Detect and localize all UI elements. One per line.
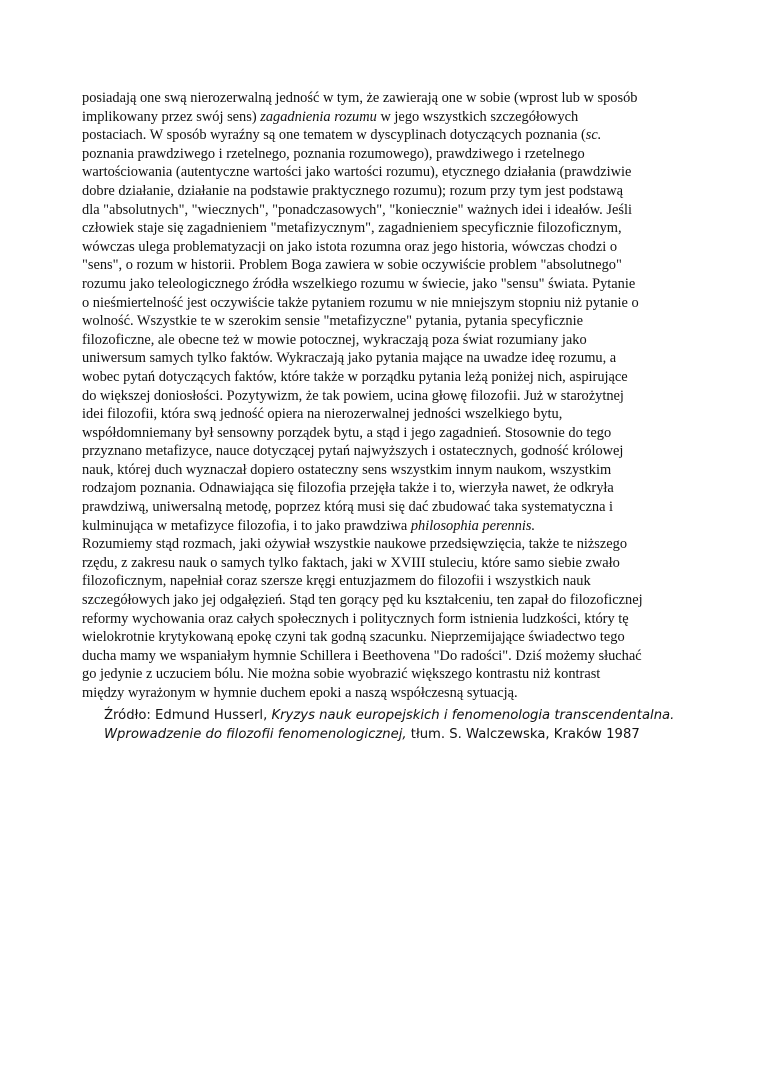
text-segment: uniwersum samych tylko faktów. Wykraczają jako pytania mające na uwadze ideę rozumu, a xyxy=(82,350,617,367)
text-segment: filozoficznym, napełniał coraz szersze kręgi entuzjazmem do filozofii i wszystkich nauk xyxy=(82,573,591,590)
text-segment: kulminująca w metafizyce filozofia, i to jako prawdziwa xyxy=(82,517,411,534)
text-line xyxy=(82,442,680,461)
text-line xyxy=(82,461,680,480)
text-segment: w jego wszystkich szczegółowych xyxy=(376,108,579,125)
text-line xyxy=(82,219,680,238)
text-line xyxy=(82,275,680,294)
text-segment: sc. xyxy=(585,127,602,144)
text-segment: dla "absolutnych", "wiecznych", "ponadczasowych", "koniecznie" ważnych idei i ideałów. Jeśli xyxy=(82,201,632,218)
text-segment: nauk, której duch wyznaczał dopiero ostateczny sens wszystkim innym naukom, wszystkim xyxy=(82,461,612,478)
text-segment: rodzajom poznania. Odnawiająca się filozofia przejęła także i to, wierzyła nawet, że odkryła xyxy=(82,480,614,497)
text-line xyxy=(82,89,680,108)
text-segment: wielokrotnie krytykowaną epokę czyni tak godną szacunku. Nieprzemijające świadectwo tego xyxy=(82,629,625,646)
text-line xyxy=(82,591,680,610)
text-segment: o nieśmiertelność jest oczywiście także pytaniem rozumu w nie mniejszym stopniu niż pytanie o xyxy=(82,294,639,311)
text-line xyxy=(82,145,680,164)
text-line xyxy=(104,725,664,744)
text-segment: Źródło: Edmund Husserl, xyxy=(104,708,272,723)
text-segment: poznania prawdziwego i rzetelnego, poznania rozumowego), prawdziwego i rzetelnego xyxy=(82,145,585,162)
text-line xyxy=(82,256,680,275)
text-segment: Wprowadzenie do filozofii fenomenologicznej, xyxy=(104,727,407,742)
text-segment: wobec pytań dotyczących faktów, które także w porządku pytania leżą poniżej nich, aspirujące xyxy=(82,368,628,385)
text-segment: go jedynie z uczuciem bólu. Nie można sobie wyobrazić większego kontrastu niż kontrast xyxy=(82,666,601,683)
text-segment: Rozumiemy stąd rozmach, jaki ożywiał wszystkie naukowe przedsięwzięcia, także te niższego xyxy=(82,536,628,553)
text-segment: postaciach. W sposób wyraźny są one tematem w dyscyplinach dotyczących poznania ( xyxy=(82,127,586,144)
text-segment: wówczas ulega problematyzacji on jako istota rozumna oraz jego historia, wówczas chodzi o xyxy=(82,238,618,255)
text-segment: implikowany przez swój sens) xyxy=(82,108,261,125)
text-line xyxy=(82,238,680,257)
text-line xyxy=(82,535,680,554)
text-segment: Kryzys nauk europejskich i fenomenologia transcendentalna. xyxy=(271,708,675,723)
text-segment: dobre działanie, działanie na podstawie praktycznego rozumu); rozum przy tym jest podstawą xyxy=(82,182,624,199)
text-segment: między wyrażonym w hymnie duchem epoki a naszą współczesną sytuacją. xyxy=(82,685,518,701)
text-line xyxy=(82,517,680,536)
text-segment: prawdziwą, uniwersalną metodę, poprzez którą musi się dać zbudować taka systematyczna i xyxy=(82,499,614,516)
text-line xyxy=(82,294,680,313)
text-line xyxy=(82,331,680,350)
text-line xyxy=(82,312,680,331)
text-line xyxy=(82,684,680,703)
main-text xyxy=(82,89,680,703)
text-line xyxy=(82,572,680,591)
source-citation xyxy=(104,706,675,744)
text-segment: posiadają one swą nierozerwalną jedność w tym, że zawierają one w sobie (wprost lub w sposób xyxy=(82,90,638,106)
text-segment: rozumu jako teleologicznego źródła wszelkiego rozumu w świecie, jako "sensu" świata. Pytanie xyxy=(82,275,636,292)
text-segment: rzędu, z zakresu nauk o samych tylko faktach, jaki w XVIII stuleciu, które samo siebie zwało xyxy=(82,554,620,571)
text-segment: wolność. Wszystkie te w szerokim sensie "metafizyczne" pytania, pytania specyficznie xyxy=(82,313,583,330)
text-line xyxy=(82,554,680,573)
text-segment: philosophia perennis. xyxy=(410,517,536,534)
text-line xyxy=(82,498,680,517)
text-line xyxy=(82,108,680,127)
text-line xyxy=(104,706,675,725)
text-segment: szczegółowych jako jej odgałęzień. Stąd ten gorący pęd ku kształceniu, ten zapał do filozoficznej xyxy=(82,592,643,609)
text-segment: przyznano metafizyce, nauce dotyczącej pytań najwyższych i ostatecznych, godność królowej xyxy=(82,443,624,460)
text-segment: zagadnienia rozumu xyxy=(260,108,377,125)
text-line xyxy=(82,387,680,406)
text-line xyxy=(82,665,680,684)
text-line xyxy=(82,479,680,498)
paragraph-2 xyxy=(82,535,680,702)
text-line xyxy=(82,405,680,424)
text-segment: filozoficzne, ale obecne też w mowie potocznej, wykraczają poza świat rozumiany jako xyxy=(82,331,587,348)
text-segment: do większej doniosłości. Pozytywizm, że tak powiem, ucina głowę filozofii. Już w starożytnej xyxy=(82,387,624,404)
text-segment: wartościowania (autentyczne wartości jako wartości rozumu), etycznego działania (prawdziwie xyxy=(82,164,632,181)
text-line xyxy=(82,628,680,647)
text-segment: ducha mamy we wspaniałym hymnie Schillera i Beethovena "Do radości". Dziś możemy słuchać xyxy=(82,647,642,664)
text-segment: tłum. S. Walczewska, Kraków 1987 xyxy=(406,727,640,742)
text-line xyxy=(82,424,680,443)
text-segment: "sens", o rozum w historii. Problem Boga zawiera w sobie oczywiście problem "absolutnego" xyxy=(82,257,622,274)
text-line xyxy=(82,126,680,145)
text-segment: współdomniemany był sensowny porządek bytu, a stąd i jego zagadnień. Stosownie do tego xyxy=(82,424,612,441)
text-line xyxy=(82,610,680,629)
text-line xyxy=(82,349,680,368)
text-line xyxy=(82,368,680,387)
text-line xyxy=(82,163,680,182)
text-segment: reformy wychowania oraz całych społecznych i politycznych form istnienia ludzkości, który tę xyxy=(82,610,629,627)
text-line xyxy=(82,201,680,220)
text-line xyxy=(82,647,680,666)
text-segment: idei filozofii, która swą jedność opiera na nierozerwalnej jedności wszelkiego bytu, xyxy=(82,406,563,423)
paragraph-1 xyxy=(82,89,680,535)
text-segment: człowiek staje się zagadnieniem "metafizycznym", zagadnieniem specyficznie filozoficznym, xyxy=(82,220,622,237)
text-line xyxy=(82,182,680,201)
